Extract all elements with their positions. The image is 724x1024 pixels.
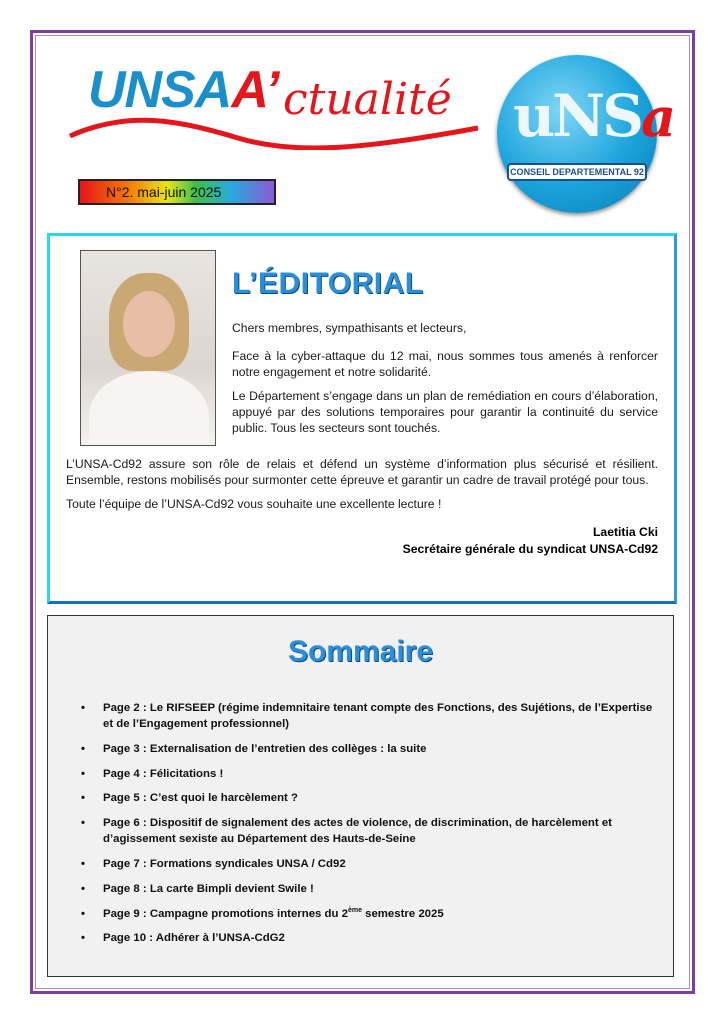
editorial-greeting: Chers membres, sympathisants et lecteurs,	[232, 321, 467, 335]
superscript: ème	[347, 906, 362, 914]
sommaire-item: • Page 5 : C’est quoi le harcèlement ?	[81, 790, 656, 806]
logo-a-text: A	[231, 61, 266, 119]
editorial-title: L’ÉDITORIAL	[232, 267, 424, 300]
signature	[66, 524, 658, 558]
sommaire-item: • Page 6 : Dispositif de signalement des actes de violence, de discrimination, de harcèlement et d’agissement sexiste au Département des Hauts-de-Seine	[81, 815, 656, 847]
sommaire-box	[47, 615, 674, 977]
editorial-paragraph: L’UNSA-Cd92 assure son rôle de relais et défend un système d’information plus sécurisé et résilient. Ensemble, restons mobilisés pour surmonter cette épreuve et garantir un cadre de travail protégé pour tous.	[66, 457, 658, 487]
editorial-box	[47, 233, 677, 604]
sommaire-item: • Page 10 : Adhérer à l’UNSA-CdG2	[81, 930, 656, 946]
sommaire-item	[81, 906, 656, 922]
sommaire-item: • Page 8 : La carte Bimpli devient Swile !	[81, 881, 656, 897]
badge-letters: uNS	[513, 82, 642, 150]
sommaire-title: Sommaire	[287, 635, 434, 668]
sommaire-item: • Page 3 : Externalisation de l’entretien des collèges : la suite	[81, 741, 656, 757]
logo-ctualite-text: ctualité	[283, 74, 452, 125]
sommaire-item-text: Page 9 : Campagne promotions internes du 2	[103, 907, 348, 920]
author-photo	[80, 250, 216, 446]
signature-role: Secrétaire générale du syndicat UNSA-Cd92	[402, 542, 658, 556]
editorial-paragraph: Face à la cyber-attaque du 12 mai, nous sommes tous amenés à renforcer notre engagement et notre solidarité.	[232, 349, 658, 379]
sommaire-list	[81, 700, 656, 955]
unsa-cd92-badge-logo	[497, 55, 674, 213]
sommaire-item-tail: semestre 2025	[361, 907, 444, 920]
logo-apostrophe: ’	[265, 61, 279, 119]
editorial-paragraph: Le Département s’engage dans un plan de remédiation en cours d’élaboration, appuyé par des solutions temporaires pour garantir la continuité du service public. Tous les secteurs sont touchés.	[232, 389, 658, 435]
issue-banner: N°2. mai-juin 2025	[78, 179, 276, 205]
unsactualite-logo	[68, 60, 488, 150]
sommaire-item: • Page 4 : Félicitations !	[81, 766, 656, 782]
badge-letter-a: a	[641, 85, 674, 149]
sommaire-item: • Page 7 : Formations syndicales UNSA / Cd92	[81, 856, 656, 872]
logo-unsa-text: UNSA	[88, 61, 232, 119]
badge-band: CONSEIL DEPARTEMENTAL 92	[507, 163, 647, 181]
sommaire-item: • Page 2 : Le RIFSEEP (régime indemnitaire tenant compte des Fonctions, des Sujétions, de l’Expertise et de l’Engagement professionnel)	[81, 700, 656, 732]
editorial-paragraph: Toute l’équipe de l’UNSA-Cd92 vous souhaite une excellente lecture !	[66, 497, 442, 511]
signature-name: Laetitia Cki	[592, 525, 658, 539]
